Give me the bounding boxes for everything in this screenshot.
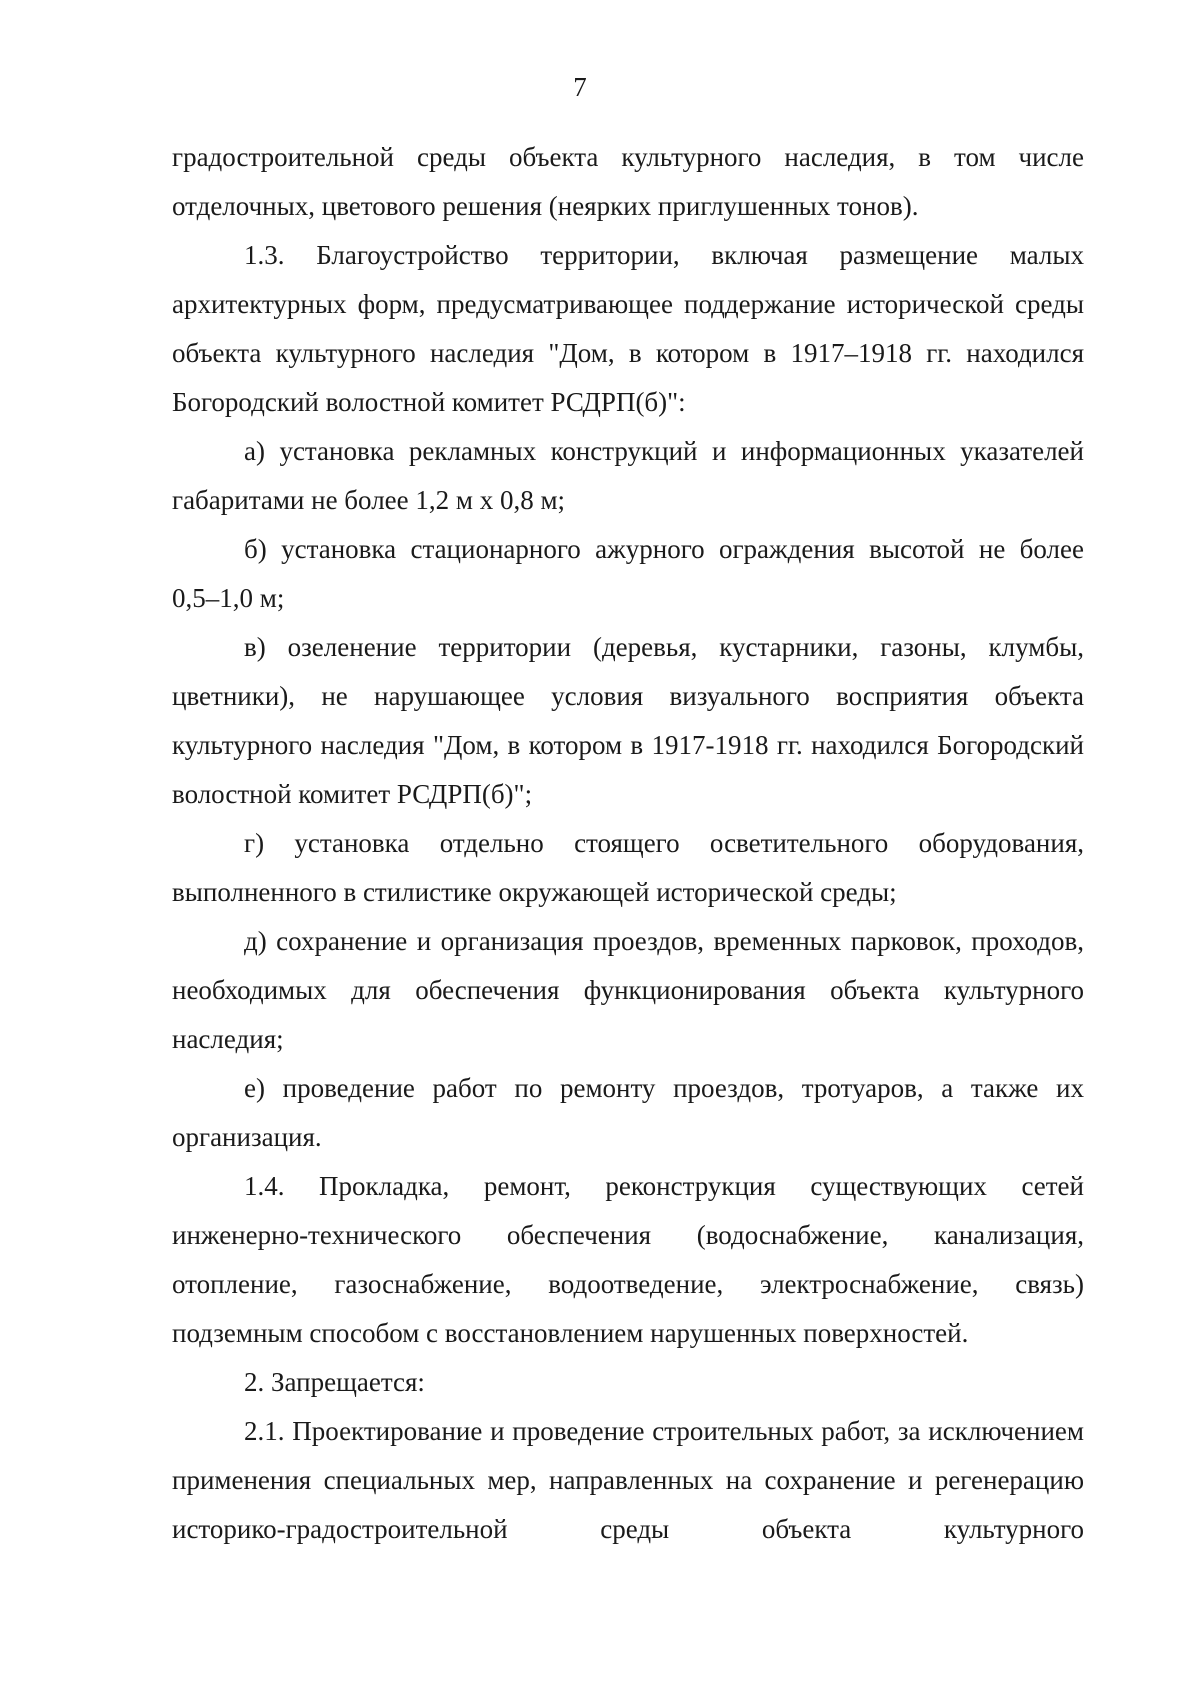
- paragraph-item-2-1: 2.1. Проектирование и проведение строительных работ, за исключением применения специальных мер, направленных на сохранение и регенерацию историко-градостроительной среды объекта культурного: [172, 1416, 1084, 1544]
- document-body: [172, 133, 1084, 1554]
- paragraph-item-a: а) установка рекламных конструкций и информационных указателей габаритами не более 1,2 м х 0,8 м;: [172, 436, 1084, 515]
- paragraph-item-2: 2. Запрещается:: [244, 1367, 425, 1397]
- paragraph-item-v: в) озеленение территории (деревья, кустарники, газоны, клумбы, цветники), не нарушающее условия визуального восприятия объекта культурного наследия "Дом, в котором в 1917-1918 гг. находился Богородский волостной комитет РСДРП(б)";: [172, 632, 1084, 809]
- paragraph-item-1-4: 1.4. Прокладка, ремонт, реконструкция существующих сетей инженерно-технического обеспечения (водоснабжение, канализация, отопление, газоснабжение, водоотведение, электроснабжение, связь) подземным способом с восстановлением нарушенных поверхностей.: [172, 1171, 1084, 1348]
- paragraph-item-e: е) проведение работ по ремонту проездов, тротуаров, а также их организация.: [172, 1073, 1084, 1152]
- paragraph-item-b: б) установка стационарного ажурного ограждения высотой не более 0,5–1,0 м;: [172, 534, 1084, 613]
- paragraph-item-g: г) установка отдельно стоящего осветительного оборудования, выполненного в стилистике окружающей исторической среды;: [172, 828, 1084, 907]
- page-number: 7: [573, 72, 587, 102]
- paragraph-item-d: д) сохранение и организация проездов, временных парковок, проходов, необходимых для обеспечения функционирования объекта культурного наследия;: [172, 926, 1084, 1054]
- paragraph-item-1-3: 1.3. Благоустройство территории, включая размещение малых архитектурных форм, предусматривающее поддержание исторической среды объекта культурного наследия "Дом, в котором в 1917–1918 гг. находился Богородский волостной комитет РСДРП(б)":: [172, 240, 1084, 417]
- paragraph-continuation: градостроительной среды объекта культурного наследия, в том числе отделочных, цветового решения (неярких приглушенных тонов).: [172, 142, 1084, 221]
